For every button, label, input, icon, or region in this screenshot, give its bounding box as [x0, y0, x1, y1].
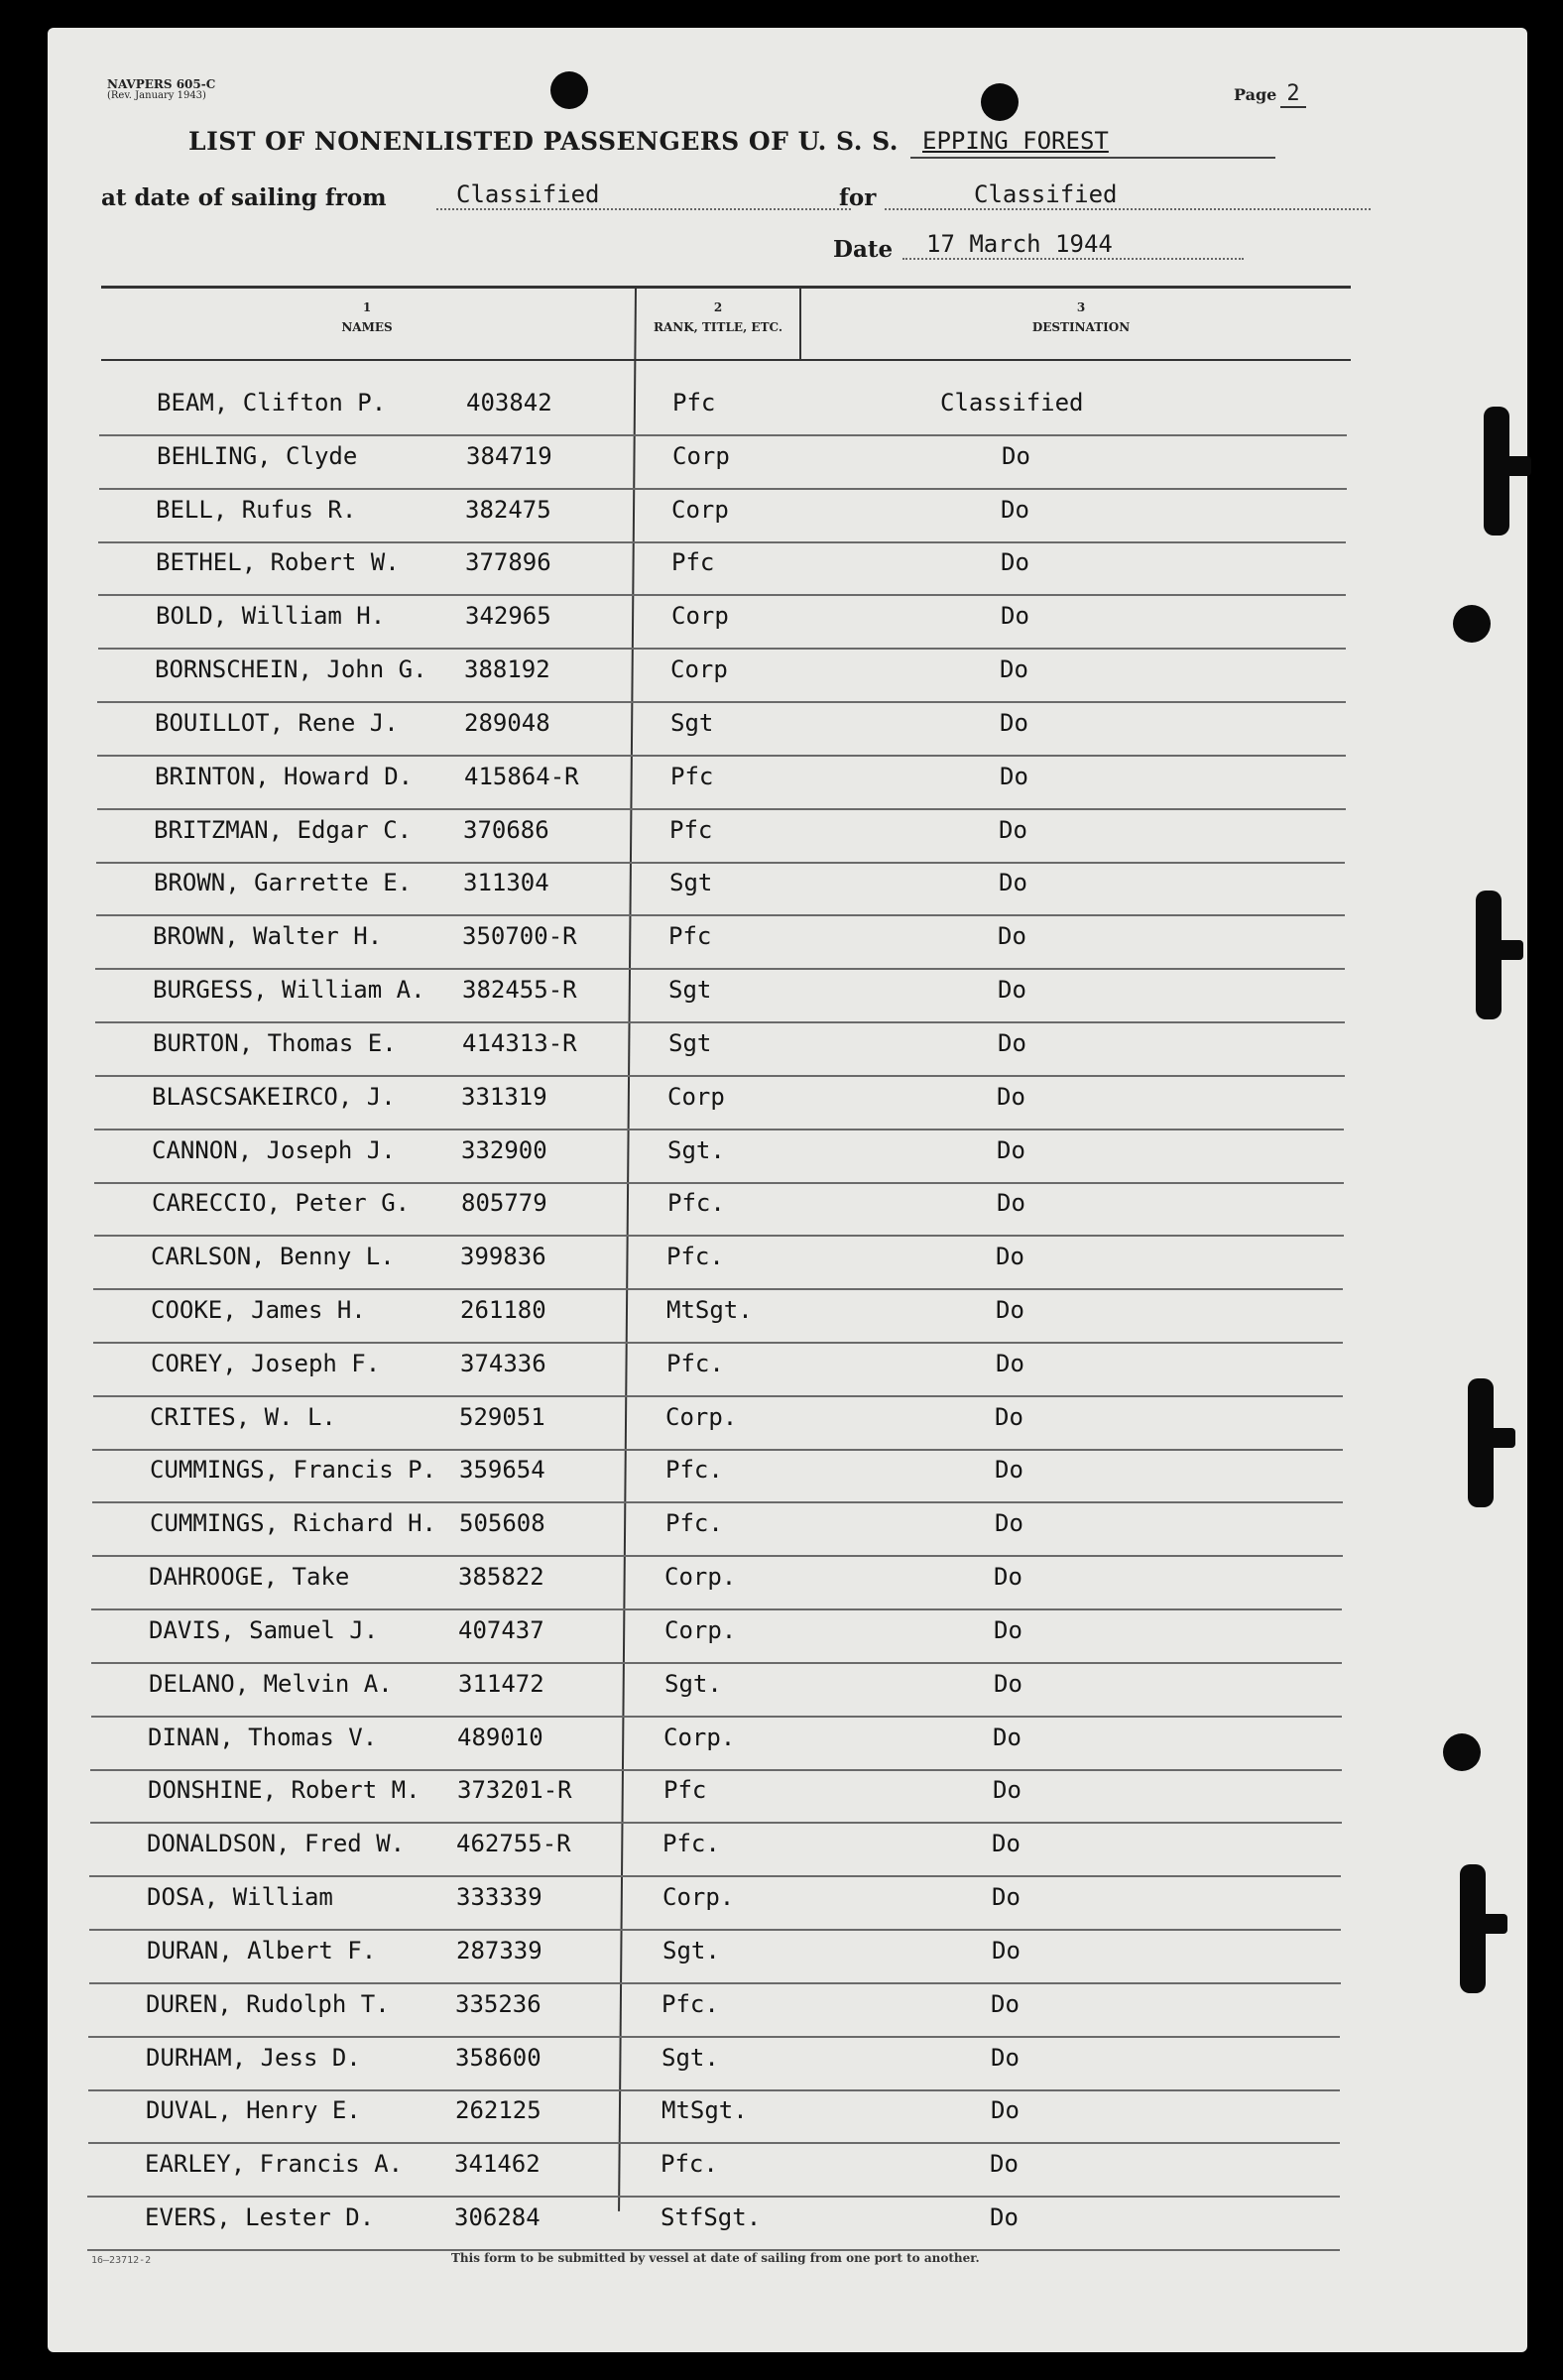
passenger-name: DAVIS, Samuel J. [149, 1616, 379, 1644]
rank-cell: Sgt [670, 709, 714, 737]
passenger-name: BEHLING, Clyde [157, 442, 358, 470]
destination-cell: Do [990, 2150, 1019, 2178]
rank-cell: Pfc [663, 1776, 707, 1804]
column-label: RANK, TITLE, ETC. [653, 320, 783, 334]
destination-cell: Do [996, 1350, 1024, 1377]
destination-cell: Do [993, 1724, 1022, 1751]
service-number: 332900 [461, 1136, 547, 1164]
table-row [95, 970, 1345, 1023]
column-label: DESTINATION [1031, 320, 1131, 334]
column-header-names [298, 298, 436, 337]
rank-cell: Pfc. [661, 2150, 718, 2178]
destination-cell: Do [998, 922, 1026, 950]
service-number: 287339 [456, 1937, 542, 1964]
service-number: 350700-R [462, 922, 577, 950]
destination-cell: Do [1002, 442, 1030, 470]
rank-cell: Pfc. [665, 1456, 723, 1484]
rank-cell: Corp [667, 1083, 725, 1111]
passenger-name: BRINTON, Howard D. [155, 763, 414, 790]
date-value: 17 March 1944 [926, 230, 1113, 258]
table-row [93, 1290, 1343, 1344]
rank-cell: Sgt [669, 869, 713, 896]
passenger-name: DAHROOGE, Take [149, 1563, 350, 1591]
table-row [87, 2198, 1340, 2251]
footer-code: 16—23712-2 [91, 2255, 152, 2266]
table-row [91, 1557, 1342, 1610]
destination-cell: Do [994, 1616, 1022, 1644]
service-number: 415864-R [464, 763, 579, 790]
service-number: 373201-R [457, 1776, 572, 1804]
table-row [93, 1344, 1343, 1397]
sailing-from-value: Classified [456, 180, 600, 208]
rank-cell: Corp. [664, 1563, 737, 1591]
table-row [94, 1130, 1344, 1184]
table-row [92, 1503, 1343, 1557]
table-row [99, 436, 1347, 490]
service-number: 399836 [460, 1243, 546, 1270]
passenger-name: BLASCSAKEIRCO, J. [152, 1083, 396, 1111]
table-row [89, 1877, 1341, 1931]
rank-cell: Corp. [662, 1883, 735, 1911]
passenger-name: CRITES, W. L. [150, 1403, 336, 1431]
service-number: 414313-R [462, 1029, 577, 1057]
rank-cell: Corp [671, 496, 729, 524]
destination-cell: Do [997, 1189, 1025, 1217]
page-indicator [1234, 81, 1306, 106]
table-row [95, 916, 1345, 970]
rank-cell: Pfc [670, 763, 714, 790]
service-number: 341462 [454, 2150, 541, 2178]
binder-tab [1446, 1378, 1515, 1507]
destination-cell: Do [998, 976, 1026, 1004]
passenger-name: BETHEL, Robert W. [156, 548, 400, 576]
rank-cell: Corp. [664, 1616, 737, 1644]
form-identifier [107, 79, 215, 101]
service-number: 388192 [464, 655, 550, 683]
service-number: 333339 [456, 1883, 542, 1911]
passenger-name: DUVAL, Henry E. [146, 2096, 361, 2124]
service-number: 370686 [463, 816, 549, 844]
table-row [95, 1023, 1345, 1077]
rank-cell: Pfc [668, 922, 712, 950]
document-title: LIST OF NONENLISTED PASSENGERS OF U. S. S. [188, 127, 899, 156]
binder-tab [1462, 407, 1531, 536]
column-number: 3 [1076, 300, 1086, 314]
service-number: 261180 [460, 1296, 546, 1324]
rank-cell: Corp [670, 655, 728, 683]
passenger-name: DURAN, Albert F. [147, 1937, 377, 1964]
rank-cell: Corp [672, 442, 730, 470]
ship-name-field [910, 127, 1275, 159]
destination-cell: Do [995, 1456, 1023, 1484]
destination-cell: Do [994, 1563, 1022, 1591]
rank-cell: Corp. [663, 1724, 736, 1751]
table-row [88, 1984, 1340, 2038]
passenger-name: DELANO, Melvin A. [149, 1670, 393, 1698]
rank-cell: Sgt. [664, 1670, 722, 1698]
service-number: 382455-R [462, 976, 577, 1004]
destination-cell: Do [992, 1883, 1021, 1911]
passenger-name: BOUILLOT, Rene J. [155, 709, 399, 737]
rank-cell: Pfc. [661, 1990, 719, 2018]
passenger-name: CUMMINGS, Richard H. [150, 1509, 436, 1537]
rank-cell: Pfc [672, 389, 716, 416]
passenger-name: CANNON, Joseph J. [152, 1136, 396, 1164]
passenger-name: CARECCIO, Peter G. [152, 1189, 411, 1217]
destination-cell: Do [992, 1937, 1021, 1964]
destination-cell: Do [997, 1083, 1025, 1111]
table-row [97, 703, 1346, 757]
rank-cell: MtSgt. [661, 2096, 748, 2124]
passenger-name: BROWN, Walter H. [153, 922, 383, 950]
destination-cell: Do [996, 1296, 1024, 1324]
punch-hole [1453, 605, 1491, 643]
table-row [89, 1931, 1341, 1984]
destination-cell: Do [1001, 602, 1029, 630]
rank-cell: Pfc. [667, 1189, 725, 1217]
table-row [88, 2090, 1340, 2144]
passenger-name: DUREN, Rudolph T. [146, 1990, 390, 2018]
passenger-name: BELL, Rufus R. [156, 496, 357, 524]
sailing-label: at date of sailing from [101, 184, 387, 211]
service-number: 805779 [461, 1189, 547, 1217]
page-number: 2 [1280, 81, 1305, 108]
sailing-for-value: Classified [974, 180, 1118, 208]
passenger-name: BEAM, Clifton P. [157, 389, 387, 416]
service-number: 385822 [458, 1563, 544, 1591]
service-number: 262125 [455, 2096, 541, 2124]
passenger-name: BORNSCHEIN, John G. [155, 655, 427, 683]
table-row [98, 542, 1346, 596]
service-number: 403842 [466, 389, 552, 416]
column-number: 2 [713, 300, 723, 314]
passenger-name: COREY, Joseph F. [151, 1350, 381, 1377]
destination-cell: Do [1000, 655, 1028, 683]
rank-cell: Sgt [668, 1029, 712, 1057]
sailing-from-field [436, 180, 851, 210]
rank-cell: Corp [671, 602, 729, 630]
destination-cell: Do [999, 869, 1027, 896]
column-label: NAMES [341, 320, 393, 334]
form-revision: (Rev. January 1943) [107, 90, 206, 101]
service-number: 331319 [461, 1083, 547, 1111]
date-label: Date [833, 236, 894, 263]
table-row [98, 596, 1346, 650]
service-number: 374336 [460, 1350, 546, 1377]
table-row [96, 863, 1345, 916]
rank-cell: Sgt. [662, 1937, 720, 1964]
punch-hole [981, 83, 1019, 121]
form-id: NAVPERS 605-C [107, 77, 216, 91]
passenger-name: DURHAM, Jess D. [146, 2044, 361, 2072]
table-row [92, 1397, 1343, 1451]
destination-cell: Do [1001, 548, 1029, 576]
destination-cell: Do [997, 1136, 1025, 1164]
rank-cell: StfSgt. [661, 2203, 762, 2231]
rank-cell: MtSgt. [666, 1296, 753, 1324]
table-row [93, 1237, 1343, 1290]
rank-cell: Pfc [669, 816, 713, 844]
table-row [91, 1664, 1342, 1718]
destination-cell: Do [996, 1243, 1024, 1270]
destination-cell: Do [994, 1670, 1022, 1698]
sailing-for-field [885, 180, 1371, 210]
service-number: 529051 [459, 1403, 545, 1431]
rank-cell: Pfc. [665, 1509, 723, 1537]
table-row [99, 383, 1347, 436]
passenger-name: BOLD, William H. [156, 602, 386, 630]
service-number: 505608 [459, 1509, 545, 1537]
destination-cell: Do [993, 1776, 1022, 1804]
service-number: 382475 [465, 496, 551, 524]
destination-cell: Do [991, 1990, 1020, 2018]
passenger-name: DONALDSON, Fred W. [147, 1830, 406, 1857]
table-row [90, 1718, 1342, 1771]
passenger-name: BROWN, Garrette E. [154, 869, 413, 896]
column-divider [799, 288, 801, 361]
destination-cell: Do [1000, 763, 1028, 790]
table-row [94, 1183, 1344, 1237]
destination-cell: Do [991, 2096, 1020, 2124]
page-label: Page [1234, 85, 1277, 104]
passenger-name: CUMMINGS, Francis P. [150, 1456, 436, 1484]
service-number: 335236 [455, 1990, 541, 2018]
rank-cell: Sgt [668, 976, 712, 1004]
service-number: 342965 [465, 602, 551, 630]
table-row [90, 1770, 1342, 1824]
passenger-name: BRITZMAN, Edgar C. [154, 816, 413, 844]
rank-cell: Pfc. [666, 1350, 724, 1377]
destination-cell: Do [995, 1509, 1023, 1537]
service-number: 407437 [458, 1616, 544, 1644]
column-header-rank [637, 298, 799, 337]
rank-cell: Sgt. [661, 2044, 719, 2072]
passenger-name: EARLEY, Francis A. [145, 2150, 404, 2178]
passenger-name: DONSHINE, Robert M. [148, 1776, 421, 1804]
passenger-name: BURTON, Thomas E. [153, 1029, 397, 1057]
table-row [98, 490, 1346, 543]
rank-cell: Pfc. [666, 1243, 724, 1270]
ship-name: EPPING FOREST [922, 127, 1109, 155]
destination-cell: Do [999, 816, 1027, 844]
table-header-rule [101, 359, 1351, 361]
passenger-name: BURGESS, William A. [153, 976, 425, 1004]
service-number: 311304 [463, 869, 549, 896]
service-number: 311472 [458, 1670, 544, 1698]
destination-cell: Do [990, 2203, 1019, 2231]
destination-cell: Do [1000, 709, 1028, 737]
rank-cell: Corp. [665, 1403, 738, 1431]
service-number: 462755-R [456, 1830, 571, 1857]
table-row [96, 810, 1345, 864]
service-number: 377896 [465, 548, 551, 576]
table-row [89, 1824, 1341, 1877]
column-number: 1 [362, 300, 372, 314]
punch-hole [550, 71, 588, 109]
table-row [97, 757, 1346, 810]
destination-cell: Do [991, 2044, 1020, 2072]
column-header-destination [992, 298, 1170, 337]
rank-cell: Pfc [671, 548, 715, 576]
service-number: 358600 [455, 2044, 541, 2072]
footer-note: This form to be submitted by vessel at date of sailing from one port to another. [451, 2251, 980, 2265]
punch-hole [1443, 1733, 1481, 1771]
passenger-name: EVERS, Lester D. [145, 2203, 375, 2231]
service-number: 306284 [454, 2203, 541, 2231]
table-row [87, 2144, 1340, 2198]
passenger-name: DOSA, William [147, 1883, 333, 1911]
table-row [97, 650, 1346, 703]
date-field [902, 230, 1244, 260]
service-number: 289048 [464, 709, 550, 737]
destination-cell: Do [992, 1830, 1021, 1857]
passenger-name: CARLSON, Benny L. [151, 1243, 395, 1270]
service-number: 359654 [459, 1456, 545, 1484]
table-row [94, 1077, 1344, 1130]
passenger-name: DINAN, Thomas V. [148, 1724, 378, 1751]
service-number: 384719 [466, 442, 552, 470]
rank-cell: Pfc. [662, 1830, 720, 1857]
table-row [88, 2038, 1340, 2091]
destination-cell: Do [995, 1403, 1023, 1431]
binder-tab [1438, 1864, 1507, 1993]
service-number: 489010 [457, 1724, 543, 1751]
destination-cell: Do [998, 1029, 1026, 1057]
passenger-name: COOKE, James H. [151, 1296, 366, 1324]
rank-cell: Sgt. [667, 1136, 725, 1164]
destination-cell: Classified [940, 389, 1084, 416]
binder-tab [1454, 891, 1523, 1019]
table-row [91, 1610, 1342, 1664]
table-top-rule [101, 286, 1351, 289]
destination-cell: Do [1001, 496, 1029, 524]
table-row [92, 1450, 1343, 1503]
for-label: for [839, 184, 877, 211]
